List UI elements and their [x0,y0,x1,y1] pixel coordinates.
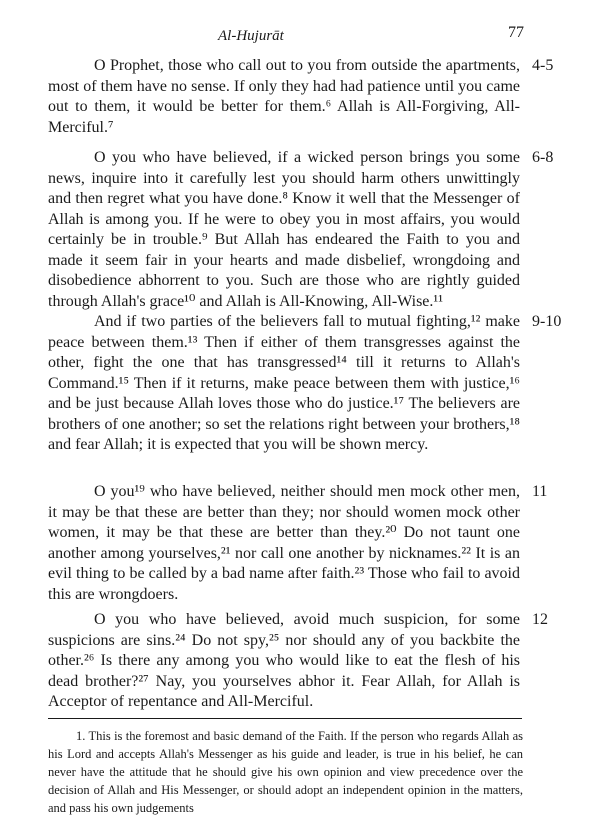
verse-number: 6-8 [532,149,554,166]
paragraph [48,312,520,456]
paragraph-text: And if two parties of the believers fall to mutual fighting,¹² make peace between them.¹³ Then if either of them transgresses against the other, fight the one that has transgressed¹⁴ till it returns to Allah's Command.¹⁵ Then if it returns, make peace between them with justice,¹⁶ and be just because Allah loves those who do justice.¹⁷ The believers are brothers of one another; so set the relations right between your brothers,¹⁸ and fear Allah; it is expected that you will be shown mercy. [48,313,520,453]
footnote [48,727,523,817]
paragraph [48,610,520,713]
verse-number: 11 [532,483,548,500]
page-number: 77 [508,24,524,41]
verse-number: 12 [532,611,548,628]
paragraph [48,148,520,312]
paragraph [48,56,520,138]
paragraph-text: O Prophet, those who call out to you from outside the apartments, most of them have no sense. If only they had had patience until you came out to them, it would be better for them.⁶ Allah is All-Forgiving, All-Merciful.⁷ [48,57,520,136]
chapter-title: Al-Hujurāt [218,28,284,44]
footnote-text: 1. This is the foremost and basic demand of the Faith. If the person who regards Allah as his Lord and accepts Allah's Messenger as his guide and leader, is true in his belief, he can never have the attitude that he should give his own opinion and view precedence over the decision of Allah and His Messenger, or should adopt an independent opinion in the matters, and pass his own judgements [48,729,523,815]
paragraph-text: O you who have believed, avoid much suspicion, for some suspicions are sins.²⁴ Do not spy,²⁵ nor should any of you backbite the other.²⁶ Is there any among you who would like to eat the flesh of his dead brother?²⁷ Nay, you yourselves abhor it. Fear Allah, for Allah is Acceptor of repentance and All-Merciful. [48,611,520,710]
verse-number: 4-5 [532,57,554,74]
verse-number: 9-10 [532,313,562,330]
paragraph-text: O you¹⁹ who have believed, neither should men mock other men, it may be that these are better than they; nor should women mock other women, it may be that these are better than they.²⁰ Do not taunt one another among yourselves,²¹ nor call one another by nicknames.²² It is an evil thing to be called by a bad name after faith.²³ Those who fail to avoid this are wrongdoers. [48,483,520,603]
paragraph-text: O you who have believed, if a wicked person brings you some news, inquire into it carefully lest you should harm others unwittingly and then regret what you have done.⁸ Know it well that the Messenger of Allah is among you. If he were to obey you in most affairs, you would certainly be in trouble.⁹ But Allah has endeared the Faith to you and made it seem fair in your hearts and made disbelief, wrongdoing and disobedience abhorrent to you. Such are those who are rightly guided through Allah's grace¹⁰ and Allah is All-Knowing, All-Wise.¹¹ [48,149,520,310]
paragraph [48,482,520,605]
footnote-divider [48,718,522,719]
